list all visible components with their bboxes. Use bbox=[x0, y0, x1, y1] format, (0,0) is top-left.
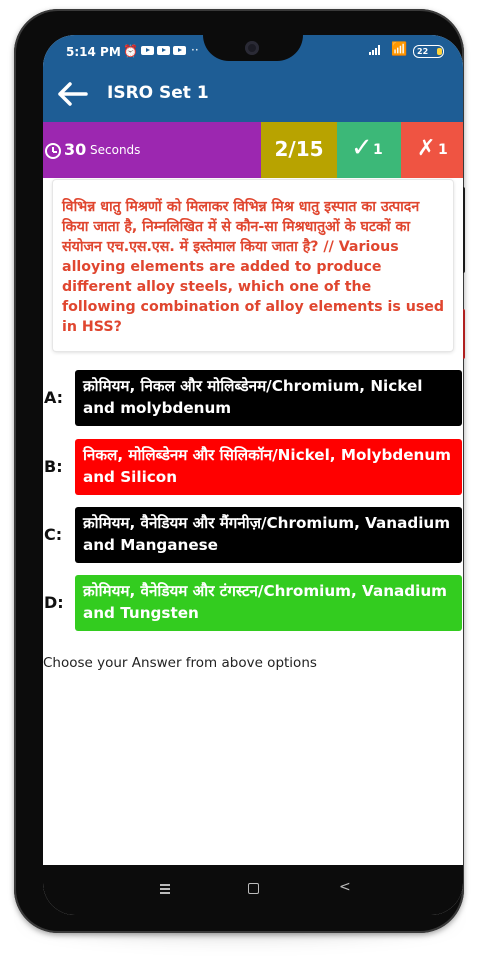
option-a-text: क्रोमियम, निकल और मोलिब्डेनम/Chromium, Nickel and molybdenum bbox=[83, 377, 423, 417]
check-icon: ✓ bbox=[351, 133, 373, 163]
correct-panel bbox=[337, 122, 401, 178]
cross-icon: ✗ bbox=[417, 136, 436, 161]
youtube-notification-icon bbox=[157, 46, 170, 55]
question-text: विभिन्न धातु मिश्रणों को मिलाकर विभिन्न मिश्र धातु इस्पात का उत्पादन किया जाता है, निम्नलिखित में से कौन-सा मिश्रधातुओं के घटकों का संयोजन एच.एस.एस. में इस्तेमाल किया जाता है? // Various alloying elements are added to produce different alloy steels, which one of the following combination of alloy elements is used in HSS? bbox=[62, 199, 445, 335]
timer-icon bbox=[45, 143, 61, 159]
timer-unit: Seconds bbox=[90, 143, 141, 157]
battery-icon bbox=[413, 45, 444, 58]
camera-icon bbox=[245, 41, 259, 55]
option-c-button[interactable] bbox=[75, 507, 462, 563]
alarm-icon: ⏰ bbox=[123, 44, 138, 58]
option-b-text: निकल, मोलिब्डेनम और सिलिकॉन/Nickel, Molybdenum and Silicon bbox=[83, 446, 452, 486]
timer-value: 30 bbox=[64, 140, 87, 159]
option-b-button[interactable] bbox=[75, 439, 462, 495]
option-b bbox=[43, 439, 463, 495]
system-nav-bar bbox=[43, 865, 463, 915]
option-d bbox=[43, 575, 463, 631]
instruction-text: Choose your Answer from above options bbox=[43, 655, 317, 671]
wrong-count: 1 bbox=[438, 142, 448, 158]
app-bar bbox=[43, 67, 463, 122]
page-title: ISRO Set 1 bbox=[107, 83, 209, 103]
option-c-text: क्रोमियम, वैनेडियम और मैंगनीज़/Chromium, Vanadium and Manganese bbox=[83, 514, 451, 554]
arrow-left-icon[interactable] bbox=[57, 81, 89, 107]
battery-level: 22 bbox=[417, 47, 429, 56]
status-time: 5:14 PM bbox=[66, 45, 121, 59]
youtube-notification-icon bbox=[141, 46, 154, 55]
option-d-label: D: bbox=[44, 593, 64, 612]
option-b-label: B: bbox=[44, 457, 63, 476]
option-a-button[interactable] bbox=[75, 370, 462, 426]
notification-icons bbox=[141, 46, 186, 55]
youtube-notification-icon bbox=[173, 46, 186, 55]
home-icon[interactable] bbox=[248, 883, 259, 894]
option-a-label: A: bbox=[44, 388, 64, 407]
option-d-button[interactable] bbox=[75, 575, 462, 631]
phone-frame bbox=[14, 9, 464, 933]
option-c bbox=[43, 507, 463, 563]
recent-apps-icon[interactable] bbox=[160, 884, 170, 896]
question-progress: 2/15 bbox=[274, 137, 324, 161]
back-nav-icon[interactable]: < bbox=[339, 879, 351, 895]
wifi-icon: 📶 bbox=[391, 42, 408, 57]
wrong-panel bbox=[401, 122, 463, 178]
more-notifications-icon: ·· bbox=[191, 43, 199, 57]
option-a bbox=[43, 370, 463, 426]
signal-icon bbox=[369, 45, 380, 55]
screen bbox=[43, 35, 463, 915]
quiz-stats-bar bbox=[43, 122, 463, 178]
question-card bbox=[53, 180, 453, 351]
timer-panel bbox=[43, 122, 261, 178]
progress-panel bbox=[261, 122, 337, 178]
option-c-label: C: bbox=[44, 525, 63, 544]
option-d-text: क्रोमियम, वैनेडियम और टंगस्टन/Chromium, Vanadium and Tungsten bbox=[83, 582, 448, 622]
correct-count: 1 bbox=[373, 142, 383, 158]
